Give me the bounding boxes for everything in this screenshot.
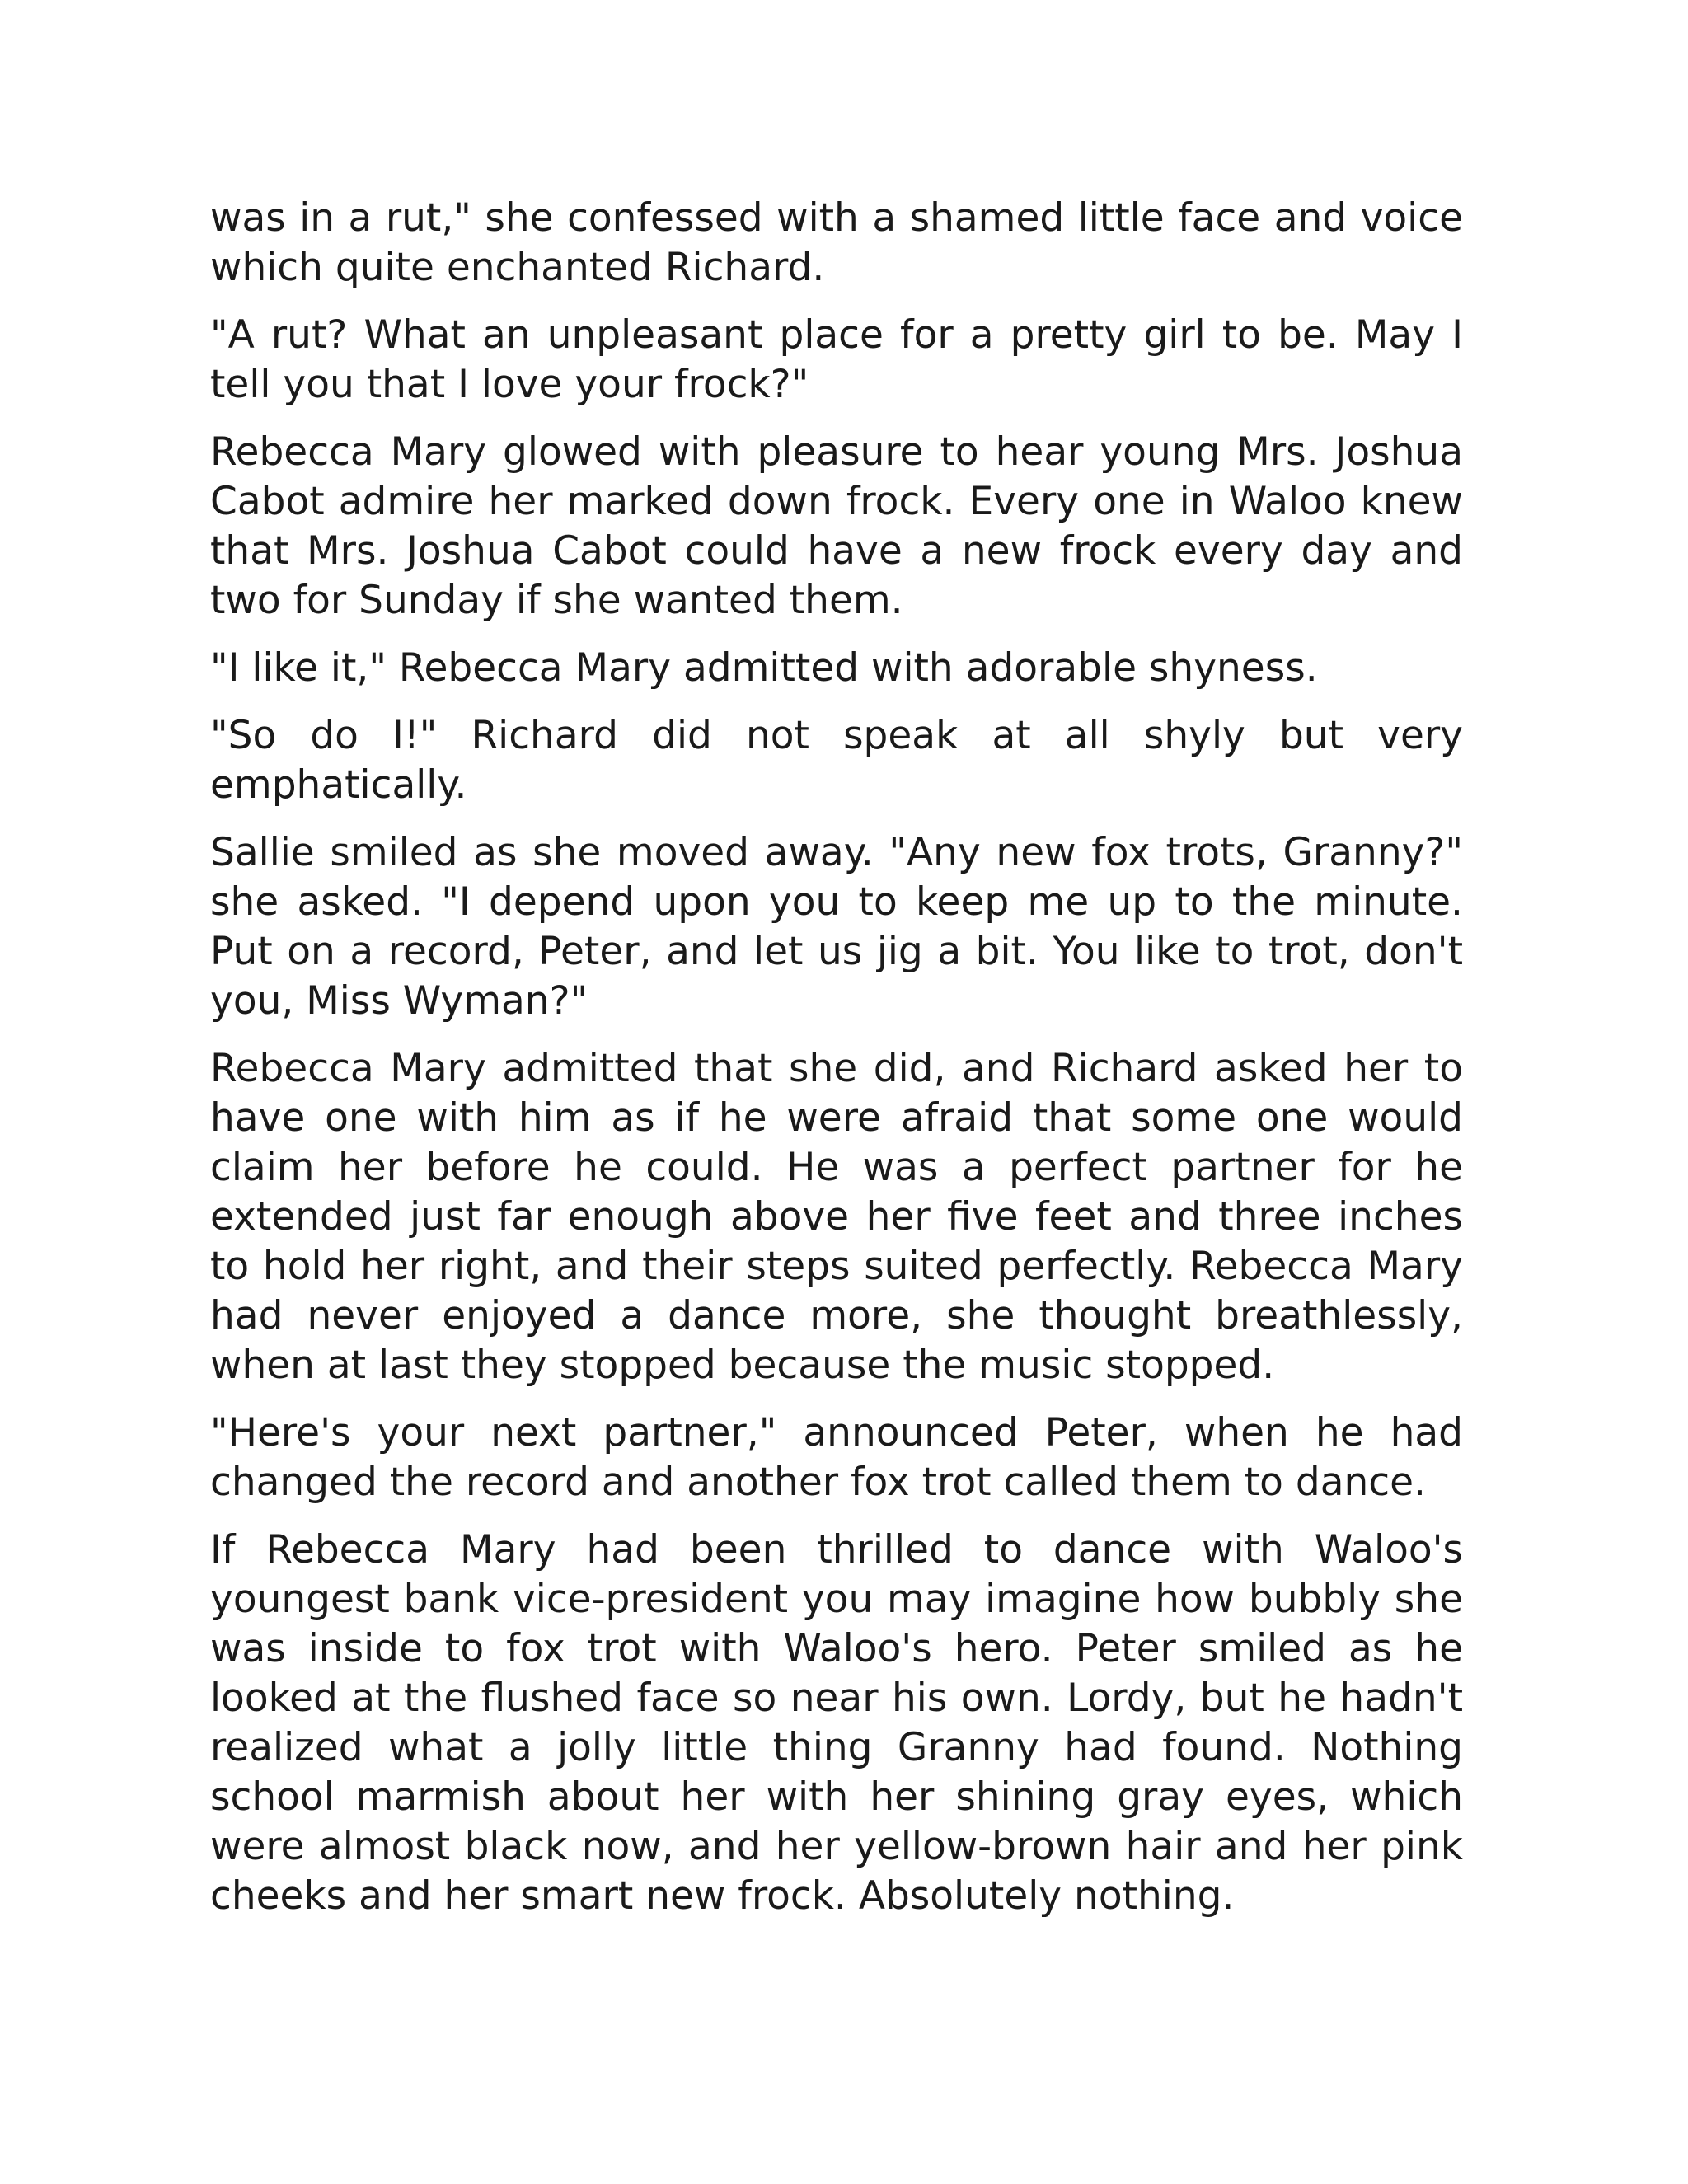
paragraph: Rebecca Mary glowed with pleasure to hear young Mrs. Joshua Cabot admire her marked down frock. Every one in Waloo knew that Mrs. Joshua Cabot could have a new frock every day and two for Sunday if she wanted them. <box>210 429 1463 623</box>
body-text <box>210 194 1463 1939</box>
paragraph: Sallie smiled as she moved away. "Any new fox trots, Granny?" she asked. "I depend upon you to keep me up to the minute. Put on a record, Peter, and let us jig a bit. You like to trot, don't you, Miss Wyman?" <box>210 830 1463 1024</box>
paragraph: Rebecca Mary admitted that she did, and Richard asked her to have one with him as if he were afraid that some one would claim her before he could. He was a perfect partner for he extended just far enough above her five feet and three inches to hold her right, and their steps suited perfectly. Rebecca Mary had never enjoyed a dance more, she thought breathlessly, when at last they stopped because the music stopped. <box>210 1046 1463 1388</box>
paragraph: "Here's your next partner," announced Peter, when he had changed the record and another fox trot called them to dance. <box>210 1410 1463 1505</box>
paragraph: "I like it," Rebecca Mary admitted with adorable shyness. <box>210 645 1318 691</box>
paragraph: "So do I!" Richard did not speak at all shyly but very emphatically. <box>210 713 1463 808</box>
paragraph: If Rebecca Mary had been thrilled to dance with Waloo's youngest bank vice-president you may imagine how bubbly she was inside to fox trot with Waloo's hero. Peter smiled as he looked at the flushed face so near his own. Lordy, but he hadn't realized what a jolly little thing Granny had found. Nothing school marmish about her with her shining gray eyes, which were almost black now, and her yellow-brown hair and her pink cheeks and her smart new frock. Absolutely nothing. <box>210 1527 1463 1919</box>
paragraph: "A rut? What an unpleasant place for a pretty girl to be. May I tell you that I love your frock?" <box>210 312 1463 407</box>
paragraph: was in a rut," she confessed with a shamed little face and voice which quite enchanted Richard. <box>210 195 1463 290</box>
